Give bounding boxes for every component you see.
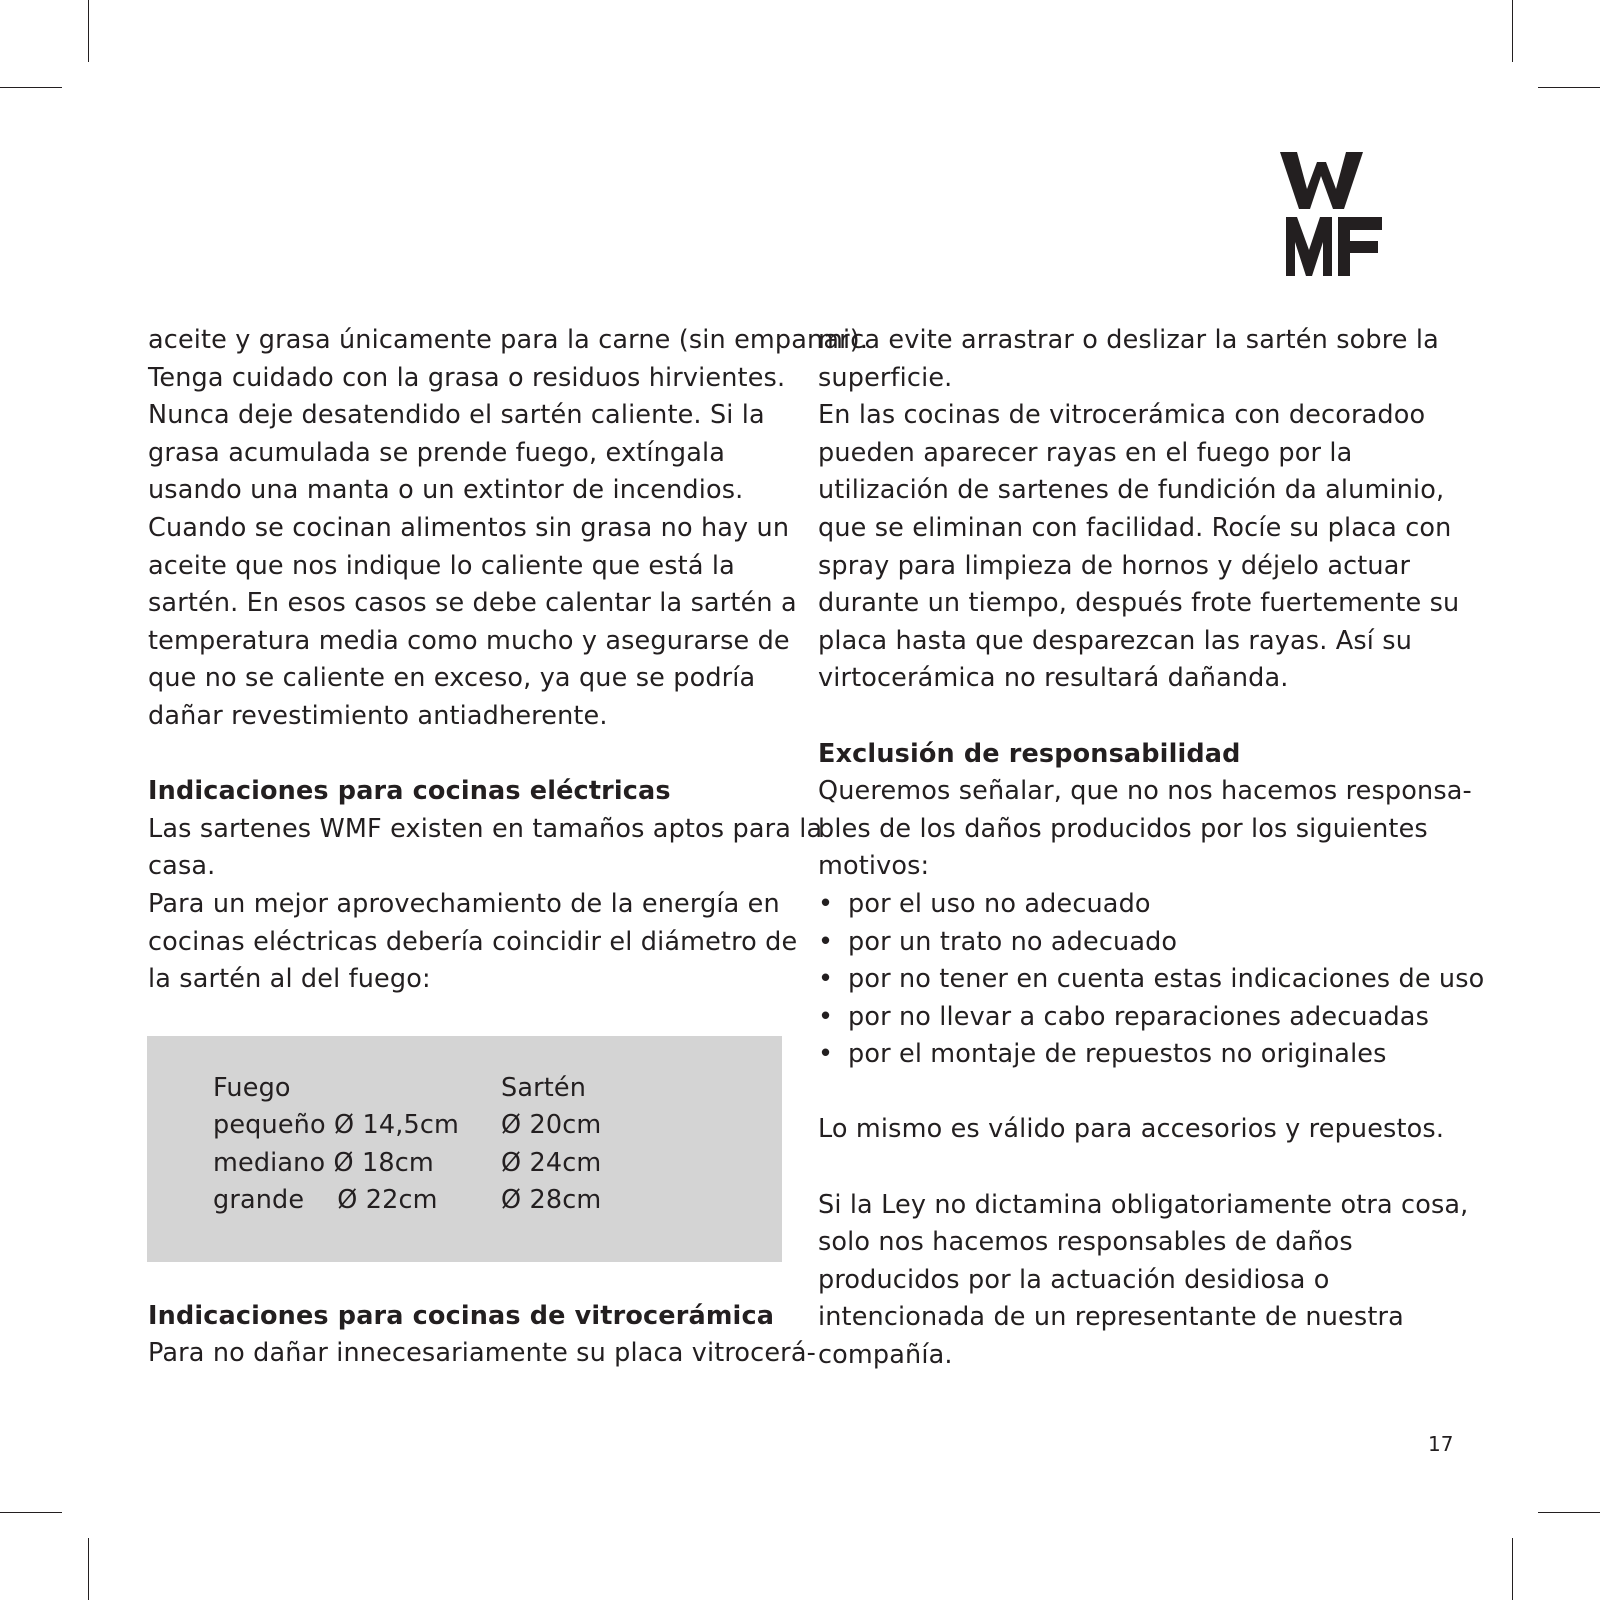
exclusion-heading: Exclusión de responsabilidad <box>818 738 1241 769</box>
text-line: mica evite arrastrar o deslizar la sartén sobre la <box>818 325 1439 355</box>
text-line: pueden aparecer rayas en el fuego por la <box>818 437 1353 468</box>
page-number: 17 <box>1428 1432 1454 1456</box>
table-header-row <box>213 1070 713 1108</box>
text-line: solo nos hacemos responsables de daños <box>818 1227 1353 1258</box>
text-line: la sartén al del fuego: <box>148 964 431 995</box>
bullet-icon: • <box>818 926 834 957</box>
table-row <box>213 1145 713 1183</box>
intro-paragraph <box>148 322 869 736</box>
exclusion-paragraph <box>818 773 1472 886</box>
electric-heading: Indicaciones para cocinas eléctricas <box>148 776 671 807</box>
crop-mark <box>0 1512 62 1513</box>
text-line: que se eliminan con facilidad. Rocíe su placa con <box>818 512 1452 543</box>
list-item-text: por el montaje de repuestos no originales <box>848 1039 1387 1070</box>
size-table-box <box>147 1036 782 1262</box>
bullet-icon: • <box>818 1039 834 1070</box>
table-cell: mediano Ø 18cm <box>213 1147 434 1178</box>
text-line: intencionada de un representante de nuestra <box>818 1302 1404 1333</box>
text-line: placa hasta que desparezcan las rayas. Así su <box>818 625 1413 656</box>
list-item-text: por el uso no adecuado <box>848 888 1151 919</box>
text-line: aceite y grasa únicamente para la carne (sin empanar). <box>148 325 869 355</box>
text-line: cocinas eléctricas debería coincidir el diámetro de <box>148 926 798 957</box>
list-item <box>818 999 1468 1037</box>
table-cell: Ø 24cm <box>501 1147 602 1178</box>
text-line: aceite que nos indique lo caliente que está la <box>148 550 735 581</box>
table-row <box>213 1107 713 1145</box>
table-cell: Ø 28cm <box>501 1185 602 1216</box>
left-column <box>148 322 869 1373</box>
list-item <box>818 961 1485 999</box>
text-line: Nunca deje desatendido el sartén caliente. Si la <box>148 400 765 431</box>
vitro-heading: Indicaciones para cocinas de vitrocerámica <box>148 1300 775 1331</box>
crop-mark <box>0 87 62 88</box>
text-line: que no se caliente en exceso, ya que se podría <box>148 663 756 694</box>
text-line: temperatura media como mucho y asegurarse de <box>148 625 790 656</box>
text-line: bles de los daños producidos por los siguientes <box>818 813 1428 844</box>
table-row <box>213 1182 713 1220</box>
text-line: casa. <box>148 851 216 882</box>
text-line: Las sartenes WMF existen en tamaños aptos para la <box>148 813 823 844</box>
wmf-logo <box>1280 152 1382 276</box>
text-line: Queremos señalar, que no nos hacemos responsa- <box>818 776 1472 807</box>
crop-mark <box>1538 1512 1600 1513</box>
crop-mark <box>88 1538 89 1600</box>
table-header-sarten: Sartén <box>501 1072 587 1103</box>
text-line: superficie. <box>818 362 953 393</box>
text-line: utilización de sartenes de fundición da aluminio, <box>818 475 1445 506</box>
right-column <box>818 322 1485 1375</box>
crop-mark <box>1512 1538 1513 1600</box>
list-item-text: por no llevar a cabo reparaciones adecuadas <box>848 1001 1430 1032</box>
vitro-continued-paragraph <box>818 322 1468 698</box>
bullet-icon: • <box>818 964 834 995</box>
text-line: dañar revestimiento antiadherente. <box>148 700 608 731</box>
size-table <box>213 1070 713 1220</box>
text-line: En las cocinas de vitrocerámica con decoradoo <box>818 400 1426 431</box>
text-line: usando una manta o un extintor de incendios. <box>148 475 744 506</box>
crop-mark <box>1512 0 1513 62</box>
crop-mark <box>1538 87 1600 88</box>
law-paragraph <box>818 1187 1468 1375</box>
text-line: grasa acumulada se prende fuego, extíngala <box>148 437 725 468</box>
electric-paragraph <box>148 811 823 999</box>
text-line: Cuando se cocinan alimentos sin grasa no hay un <box>148 512 790 543</box>
reasons-list <box>818 886 1485 1074</box>
bullet-icon: • <box>818 1001 834 1032</box>
accessories-note: Lo mismo es válido para accesorios y repuestos. <box>818 1114 1445 1145</box>
table-cell: grande Ø 22cm <box>213 1185 438 1216</box>
text-line: virtocerámica no resultará dañanda. <box>818 663 1289 694</box>
text-line: Para no dañar innecesariamente su placa vitrocerá- <box>148 1338 816 1369</box>
table-cell: Ø 20cm <box>501 1110 602 1141</box>
table-header-fuego: Fuego <box>213 1072 291 1103</box>
list-item-text: por no tener en cuenta estas indicaciones de uso <box>848 964 1485 995</box>
crop-mark <box>88 0 89 62</box>
text-line: sartén. En esos casos se debe calentar la sartén a <box>148 588 797 619</box>
bullet-icon: • <box>818 888 834 919</box>
text-line: Si la Ley no dictamina obligatoriamente otra cosa, <box>818 1189 1469 1220</box>
table-cell: pequeño Ø 14,5cm <box>213 1110 459 1141</box>
text-line: motivos: <box>818 851 930 882</box>
text-line: spray para limpieza de hornos y déjelo actuar <box>818 550 1411 581</box>
text-line: durante un tiempo, después frote fuertemente su <box>818 588 1460 619</box>
text-line: Tenga cuidado con la grasa o residuos hirvientes. <box>148 362 786 393</box>
text-line: producidos por la actuación desidiosa o <box>818 1264 1330 1295</box>
text-line: compañía. <box>818 1340 953 1371</box>
list-item <box>818 1036 1468 1074</box>
list-item <box>818 886 1468 924</box>
list-item <box>818 924 1468 962</box>
text-line: Para un mejor aprovechamiento de la energía en <box>148 888 780 919</box>
list-item-text: por un trato no adecuado <box>848 926 1178 957</box>
